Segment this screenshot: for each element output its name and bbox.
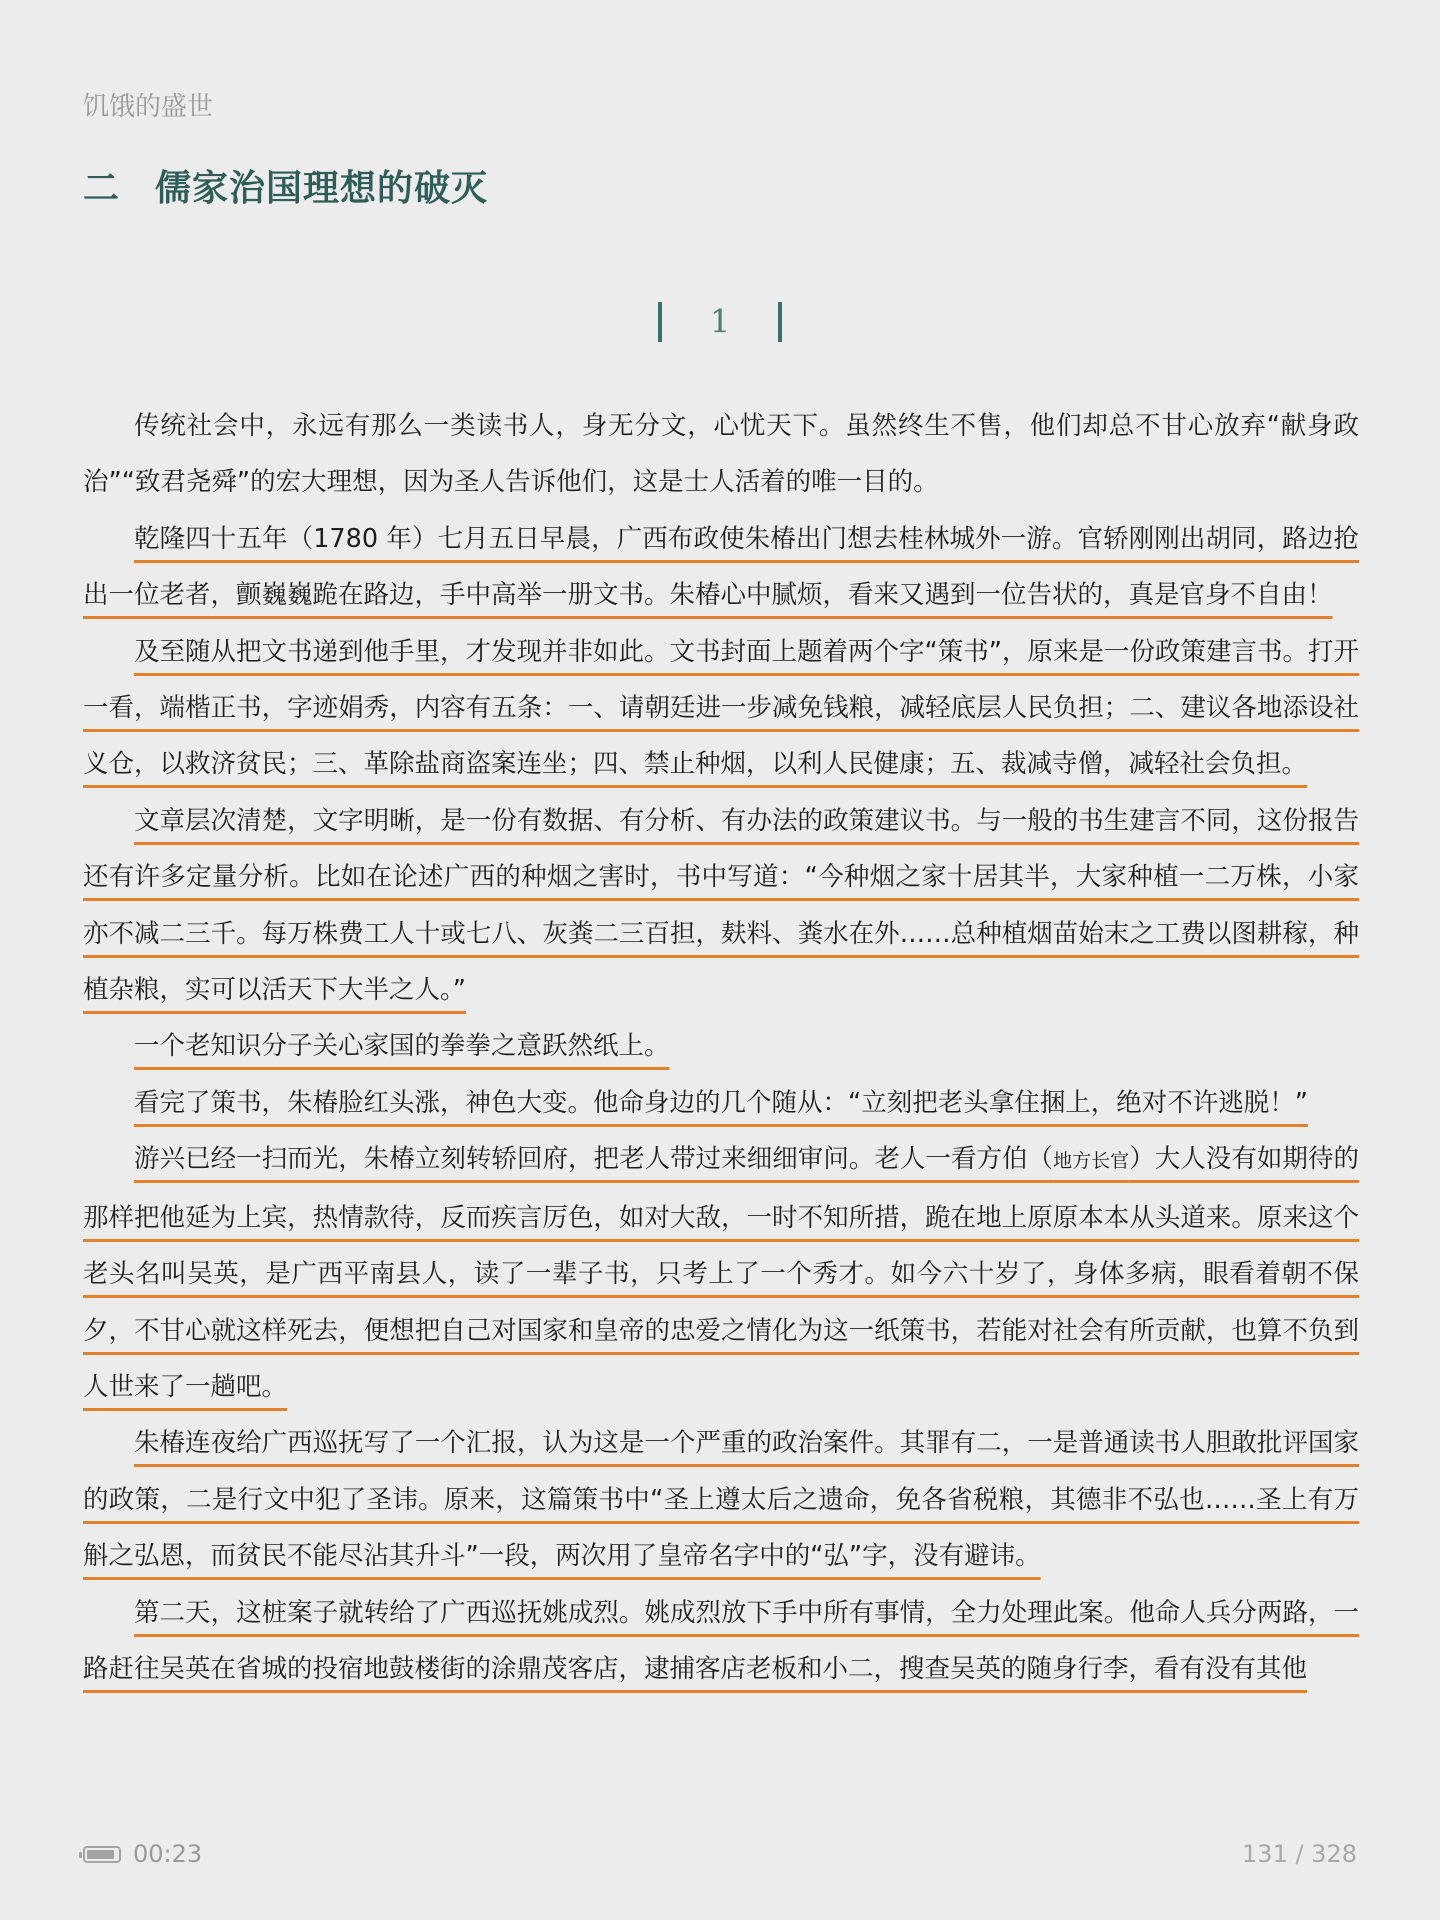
paragraph[interactable] [83,1018,1359,1074]
paragraph[interactable] [83,793,1359,1019]
highlighted-text[interactable]: 一个老知识分子关心家国的拳拳之意跃然纸上。 [134,1031,670,1062]
body-text[interactable] [83,398,1359,1697]
paragraph[interactable] [83,624,1359,793]
book-title: 饥饿的盛世 [83,92,214,122]
battery-icon [83,1846,121,1863]
highlighted-text[interactable]: 地方长官 [1053,1150,1130,1173]
highlighted-text[interactable]: 朱椿连夜给广西巡抚写了一个汇报，认为这是一个严重的政治案件。其罪有二，一是普通读书人胆敢批评国家的政策，二是行文中犯了圣讳。原来，这篇策书中“圣上遵太后之遗命，免各省税粮，其德非不弘也……圣上有万斛之弘恩，而贫民不能尽沾其升斗”一段，两次用了皇帝名字中的“弘”字，没有避讳。 [83,1428,1359,1572]
status-left [83,1840,202,1868]
paragraph[interactable] [83,1075,1359,1131]
highlighted-text[interactable]: 第二天，这桩案子就转给了广西巡抚姚成烈。姚成烈放下手中所有事情，全力处理此案。他命人兵分两路，一路赶往吴英在省城的投宿地鼓楼街的涂鼎茂客店，逮捕客店老板和小二，搜查吴英的随身行李，看有没有其他 [83,1597,1359,1684]
section-marker [0,300,1440,342]
paragraph[interactable] [83,511,1359,624]
page-indicator: 131 / 328 [1242,1840,1357,1868]
chapter-number: 二 [83,167,121,209]
paragraph[interactable] [83,1415,1359,1584]
highlighted-text[interactable]: 文章层次清楚，文字明晰，是一份有数据、有分析、有办法的政策建议书。与一般的书生建言不同，这份报告还有许多定量分析。比如在论述广西的种烟之害时，书中写道：“今种烟之家十居其半，大家种植一二万株，小家亦不减二三千。每万株费工人十或七八、灰粪二三百担，麸料、粪水在外……总种植烟苗始末之工费以图耕稼，种植杂粮，实可以活天下大半之人。” [83,805,1359,1006]
highlighted-text[interactable]: 乾隆四十五年（1780 年）七月五日早晨，广西布政使朱椿出门想去桂林城外一游。官轿刚刚出胡同，路边抢出一位老者，颤巍巍跪在路边，手中高举一册文书。朱椿心中腻烦，看来又遇到一位告状的，真是官身不自由！ [83,523,1359,611]
section-bar-right [778,302,782,342]
paragraph[interactable] [83,398,1359,511]
chapter-heading [83,160,488,211]
highlighted-text[interactable]: ）大人没有如期待的那样把他延为上宾，热情款待，反而疾言厉色，如对大敌，一时不知所措，跪在地上原原本本从头道来。原来这个老头名叫吴英，是广西平南县人，读了一辈子书，只考上了一个秀才。如今六十岁了，身体多病，眼看着朝不保夕，不甘心就这样死去，便想把自己对国家和皇帝的忠爱之情化为这一纸策书，若能对社会有所贡献，也算不负到人世来了一趟吧。 [83,1144,1359,1402]
paragraph[interactable] [83,1585,1359,1698]
section-number: 1 [709,302,731,341]
chapter-title: 儒家治国理想的破灭 [155,167,489,209]
highlighted-text[interactable]: 及至随从把文书递到他手里，才发现并非如此。文书封面上题着两个字“策书”，原来是一份政策建言书。打开一看，端楷正书，字迹娟秀，内容有五条：一、请朝廷进一步减免钱粮，减轻底层人民负担；二、建议各地添设社义仓，以救济贫民；三、革除盐商盗案连坐；四、禁止种烟，以利人民健康；五、裁减寺僧，减轻社会负担。 [83,636,1359,780]
highlighted-text[interactable]: 游兴已经一扫而光，朱椿立刻转轿回府，把老人带过来细细审问。老人一看方伯（ [134,1144,1054,1175]
highlighted-text[interactable]: 看完了策书，朱椿脸红头涨，神色大变。他命身边的几个随从：“立刻把老头拿住捆上，绝对不许逃脱！” [134,1087,1308,1118]
paragraph-text: 传统社会中，永远有那么一类读书人，身无分文，心忧天下。虽然终生不售，他们却总不甘心放弃“献身政治”“致君尧舜”的宏大理想，因为圣人告诉他们，这是士人活着的唯一目的。 [83,411,1359,498]
clock-time: 00:23 [133,1840,203,1868]
paragraph[interactable] [83,1131,1359,1415]
section-bar-left [658,302,662,342]
battery-fill [87,1850,114,1859]
